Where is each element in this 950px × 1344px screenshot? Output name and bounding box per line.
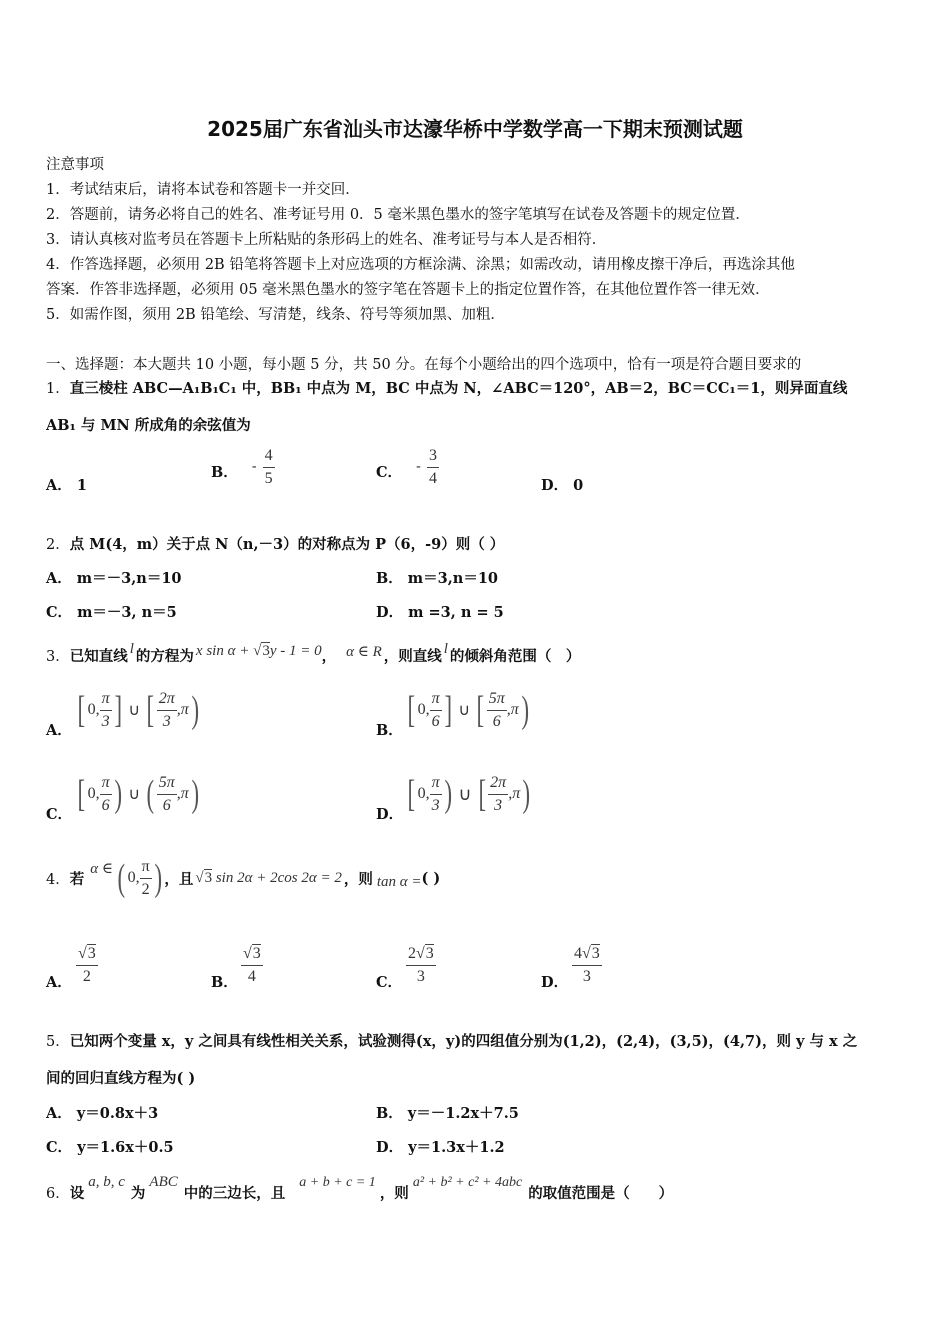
q3-option-a: [ 0, $\frac{\pi}{3}$ ] ∪ [ $\frac{2\pi}{3}$ ,π ) bbox=[77, 689, 199, 732]
q1-option-a: A． 1 bbox=[46, 477, 87, 494]
question-2-stem: 2．点 M(4，m）关于点 N（n,－3）的对称点为 P（6，-9）则（ ） bbox=[46, 536, 505, 553]
q4-option-b: $\frac{√3}{4}$ bbox=[243, 945, 261, 985]
q4-option-d-label: D． bbox=[541, 974, 569, 991]
question-5-line2: 间的回归直线方程为( ) bbox=[46, 1070, 196, 1087]
question-1-line2: AB₁ 与 MN 所成角的余弦值为 bbox=[46, 417, 251, 434]
q3-option-b-label: B． bbox=[376, 722, 403, 739]
notice-item-4: 4．作答选择题，必须用 2B 铅笔将答题卡上对应选项的方框涂满、涂黑；如需改动，请用橡皮擦干净后，再选涂其他 bbox=[46, 257, 795, 273]
q1-option-c: C． - $\frac{3}{4}$ bbox=[376, 447, 437, 487]
page-title: 2025届广东省汕头市达濠华桥中学数学高一下期末预测试题 bbox=[207, 117, 743, 141]
q4-option-c-label: C． bbox=[376, 974, 403, 991]
notice-item-5: 5．如需作图，须用 2B 铅笔绘、写清楚，线条、符号等须加黑、加粗． bbox=[46, 307, 505, 323]
q5-option-d: D． y＝1.3x＋1.2 bbox=[376, 1139, 505, 1156]
q1-option-b: B． - $\frac{4}{5}$ bbox=[211, 447, 273, 487]
q4-option-c: $\frac{2√3}{3}$ bbox=[408, 945, 434, 985]
notice-item-1: 1．考试结束后，请将本试卷和答题卡一并交回． bbox=[46, 182, 360, 198]
q2-option-d: D． m =3, n = 5 bbox=[376, 604, 504, 621]
q5-option-a: A． y＝0.8x＋3 bbox=[46, 1105, 159, 1122]
q4-option-a: $\frac{√3}{2}$ bbox=[78, 945, 96, 985]
q3-option-c-label: C． bbox=[46, 806, 73, 823]
question-3-stem: 3． 已知直线 l 的方程为 x sin α + √3y - 1 = 0 ， α ∈ R ，则直线 l 的倾斜角范围（ ） bbox=[46, 641, 581, 665]
q2-option-b: B． m＝3,n＝10 bbox=[376, 570, 499, 587]
q5-option-b: B． y＝－1.2x＋7.5 bbox=[376, 1105, 519, 1122]
notice-item-3: 3．请认真核对监考员在答题卡上所粘贴的条形码上的姓名、准考证号与本人是否相符． bbox=[46, 232, 607, 248]
q3-option-a-label: A． bbox=[46, 722, 72, 739]
question-6-stem: 6． 设 a, b, c 为 ABC 中的三边长，且 a + b + c = 1 ，则 a² + b² + c² + 4abc 的取值范围是（ ） bbox=[46, 1174, 674, 1202]
notice-heading: 注意事项 bbox=[46, 157, 104, 173]
notice-item-2: 2．答题前，请务必将自己的姓名、准考证号用 0．5 毫米黑色墨水的签字笔填写在试卷及答题卡的规定位置． bbox=[46, 207, 750, 223]
q1-option-d: D． 0 bbox=[541, 477, 584, 494]
q4-option-b-label: B． bbox=[211, 974, 238, 991]
notice-item-4-cont: 答案．作答非选择题，必须用 05 毫米黑色墨水的签字笔在答题卡上的指定位置作答，在其他位置作答一律无效． bbox=[46, 282, 770, 298]
question-5-stem: 5．已知两个变量 x，y 之间具有线性相关关系，试验测得(x，y)的四组值分别为(1,2)，(2,4)，(3,5)，(4,7)，则 y 与 x 之 bbox=[46, 1033, 858, 1050]
q2-option-a: A． m＝－3,n＝10 bbox=[46, 570, 182, 587]
question-1-stem bbox=[46, 377, 847, 398]
q3-option-c: [ 0, $\frac{\pi}{6}$ ) ∪ ( $\frac{5\pi}{6}$ ,π ) bbox=[77, 773, 199, 816]
q3-option-d: [ 0, $\frac{\pi}{3}$ ) ∪ [ $\frac{2\pi}{3}$ ,π ) bbox=[407, 773, 531, 816]
question-1-line1: 直三棱柱 ABC—A₁B₁C₁ 中，BB₁ 中点为 M，BC 中点为 N，∠ABC＝120°，AB＝2，BC＝CC₁＝1，则异面直线 bbox=[69, 380, 848, 397]
q2-option-c: C． m＝－3, n＝5 bbox=[46, 604, 177, 621]
section-heading: 一、选择题：本大题共 10 小题，每小题 5 分，共 50 分。在每个小题给出的四个选项中，恰有一项是符合题目要求的 bbox=[46, 357, 802, 373]
q4-option-a-label: A． bbox=[46, 974, 72, 991]
fraction: $\frac{4}{5}$ bbox=[264, 447, 273, 487]
q5-option-c: C． y＝1.6x＋0.5 bbox=[46, 1139, 174, 1156]
q4-option-d: $\frac{4√3}{3}$ bbox=[574, 945, 600, 985]
fraction: $\frac{3}{4}$ bbox=[428, 447, 437, 487]
q3-option-d-label: D． bbox=[376, 806, 404, 823]
q3-option-b: [ 0, $\frac{\pi}{6}$ ] ∪ [ $\frac{5\pi}{6}$ ,π ) bbox=[407, 689, 529, 732]
question-4-stem: 4． 若 α ∈ ( 0, $\frac{\pi}{2}$ ) ，且 √3 sin 2α + 2cos 2α = 2 ，则 tan α = ( ) bbox=[46, 857, 441, 900]
question-number: 1． bbox=[46, 381, 70, 397]
